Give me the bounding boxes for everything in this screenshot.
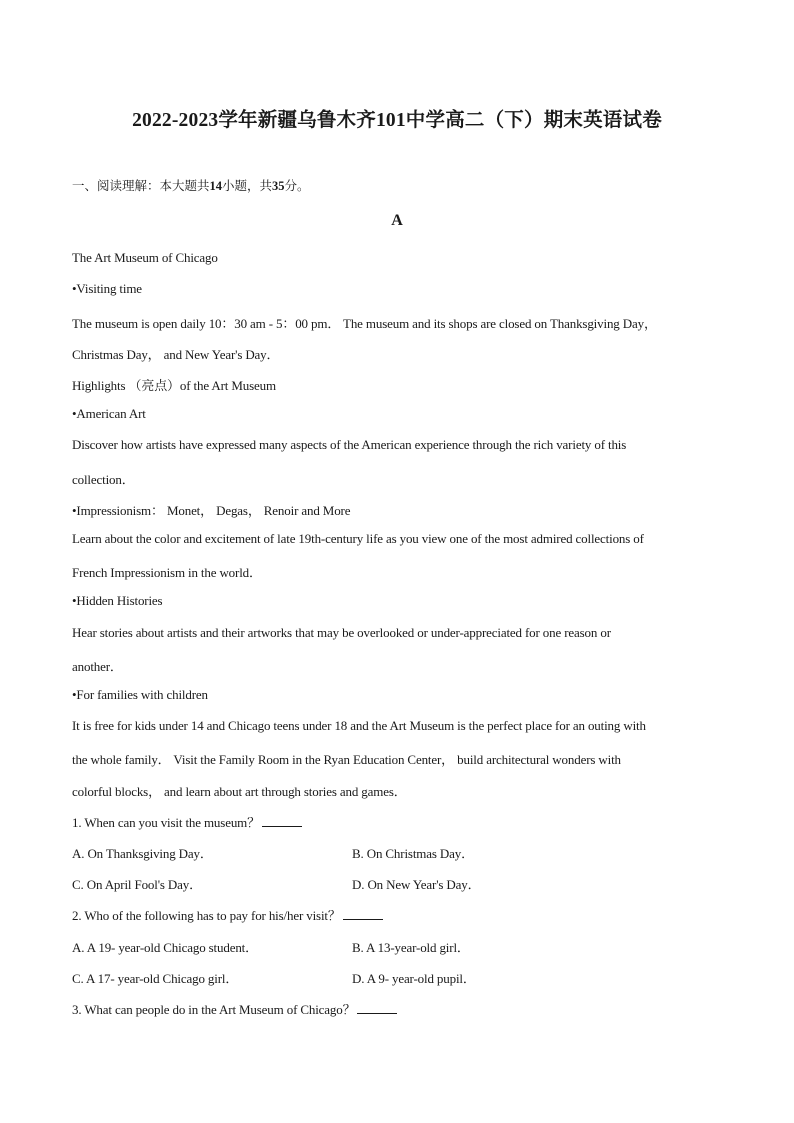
passage-line: the whole family． Visit the Family Room in the Ryan Education Center， build architectural wonders with xyxy=(72,752,621,767)
passage-line: French Impressionism in the world． xyxy=(72,565,262,580)
passage-line: It is free for kids under 14 and Chicago teens under 18 and the Art Museum is the perfect place for an outing with xyxy=(72,718,646,733)
question-1-option-b[interactable]: B. On Christmas Day． xyxy=(352,846,474,861)
passage-line: Christmas Day， and New Year's Day． xyxy=(72,347,280,362)
answer-blank[interactable] xyxy=(262,814,302,827)
question-1-option-a[interactable]: A. On Thanksgiving Day． xyxy=(72,846,213,861)
passage-bullet: •Visiting time xyxy=(72,281,142,296)
passage-line: Learn about the color and excitement of late 19th-century life as you view one of the most admired collections of xyxy=(72,531,644,546)
passage-subheading: Highlights （亮点）of the Art Museum xyxy=(72,378,276,393)
passage-bullet: •Impressionism： Monet， Degas， Renoir and More xyxy=(72,503,351,518)
question-1-option-c[interactable]: C. On April Fool's Day． xyxy=(72,877,202,892)
question-stem-text: 1. When can you visit the museum？ xyxy=(72,815,260,830)
passage-line: colorful blocks， and learn about art through stories and games． xyxy=(72,784,407,799)
passage-line: The museum is open daily 10：30 am - 5：00 pm． The museum and its shops are closed on Thanksgiving Day， xyxy=(72,316,657,331)
question-1-stem xyxy=(72,812,302,831)
answer-blank[interactable] xyxy=(357,1001,397,1014)
passage-bullet: •American Art xyxy=(72,406,146,421)
question-3-stem xyxy=(72,999,397,1018)
passage-bullet: •For families with children xyxy=(72,687,208,702)
section-mid: 小题，共 xyxy=(222,179,273,193)
passage-line: another． xyxy=(72,659,123,674)
section-heading xyxy=(72,176,310,194)
passage-heading: The Art Museum of Chicago xyxy=(72,250,218,265)
passage-line: Discover how artists have expressed many aspects of the American experience through the rich variety of this xyxy=(72,437,627,452)
question-stem-text: 3. What can people do in the Art Museum of Chicago？ xyxy=(72,1002,356,1017)
question-1-option-d[interactable]: D. On New Year's Day． xyxy=(352,877,481,892)
section-suffix: 分。 xyxy=(284,179,310,193)
question-2-stem xyxy=(72,905,383,924)
total-points: 35 xyxy=(272,179,285,193)
question-2-option-b[interactable]: B. A 13-year-old girl． xyxy=(352,940,470,955)
section-prefix: 一、阅读理解：本大题共 xyxy=(72,179,210,193)
question-stem-text: 2. Who of the following has to pay for his/her visit？ xyxy=(72,908,341,923)
passage-line: collection． xyxy=(72,472,135,487)
question-count: 14 xyxy=(209,179,223,193)
part-label: A xyxy=(391,212,403,229)
question-2-option-d[interactable]: D. A 9- year-old pupil． xyxy=(352,971,476,986)
passage-bullet: •Hidden Histories xyxy=(72,593,163,608)
question-2-option-c[interactable]: C. A 17- year-old Chicago girl． xyxy=(72,971,239,986)
passage-line: Hear stories about artists and their artworks that may be overlooked or under-appreciated for one reason or xyxy=(72,625,611,640)
answer-blank[interactable] xyxy=(343,907,383,920)
exam-title: 2022-2023学年新疆乌鲁木齐101中学高二（下）期末英语试卷 xyxy=(132,110,662,131)
question-2-option-a[interactable]: A. A 19- year-old Chicago student． xyxy=(72,940,258,955)
